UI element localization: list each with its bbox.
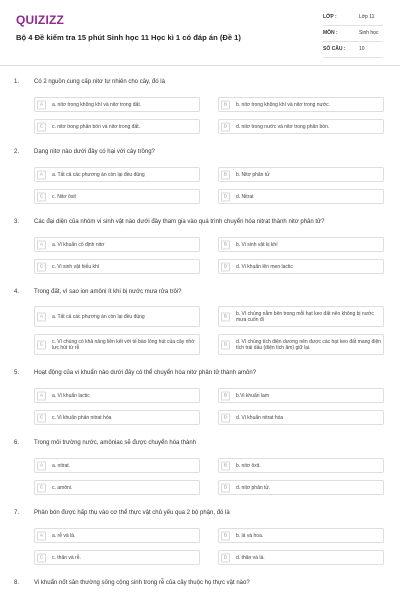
option-text: d. nitơ trong nước và nitơ trong phân bón. [236, 123, 330, 130]
option-b[interactable] [218, 167, 384, 182]
option-d[interactable] [218, 334, 384, 355]
divider [323, 25, 383, 26]
option-text: b. lá và hoa. [236, 532, 264, 539]
option-letter: D [221, 262, 230, 271]
option-text: a. nitrat. [52, 462, 71, 469]
option-letter: A [37, 170, 46, 179]
question-number: 5. [14, 370, 20, 376]
option-text: d. Vì chúng tích điện dương nên được các hạt keo đất mang điện tích trái dấu (điện tích âm) giữ lại. [236, 338, 382, 351]
quizizz-logo: QUIZIZZ [16, 13, 65, 27]
option-letter: D [221, 122, 230, 131]
meta-label: LỚP : [323, 14, 337, 20]
option-b[interactable] [218, 97, 384, 112]
option-d[interactable] [218, 550, 384, 565]
option-text: d. Vi khuẩn lên men lactic [236, 263, 293, 270]
option-letter: B [221, 312, 230, 321]
option-letter: A [37, 240, 46, 249]
divider [323, 41, 383, 42]
option-row [34, 550, 384, 565]
page-title: Bộ 4 Đề kiểm tra 15 phút Sinh học 11 Học kì 1 có đáp án (Đề 1) [16, 33, 241, 42]
option-text: d. thân và lá. [236, 554, 265, 561]
meta-label: SỐ CÂU : [323, 46, 346, 52]
option-text: c. Vi sinh vật hiếu khí [52, 263, 100, 270]
option-letter: C [37, 553, 46, 562]
option-text: c. Vì chúng có khả năng liên kết với tế bào lông hút của cây nhờ lực hút từ rễ [52, 338, 195, 351]
meta-label: MÔN : [323, 30, 338, 36]
question-number: 1. [14, 79, 20, 85]
option-text: c. nitơ trong phân bón và nitơ trong đất. [52, 123, 141, 130]
question-text: Dạng nitơ nào dưới đây có hại với cây trồng? [34, 149, 155, 155]
option-b[interactable] [218, 237, 384, 252]
option-letter: B [221, 170, 230, 179]
option-text: b.Vi khuẩn lam [236, 392, 269, 399]
option-letter: A [37, 312, 46, 321]
option-row [34, 410, 384, 425]
option-b[interactable] [218, 306, 384, 327]
option-letter: C [37, 192, 46, 201]
option-letter: B [221, 391, 230, 400]
option-c[interactable] [34, 259, 200, 274]
option-text: c. Nitơ ôxit [52, 193, 76, 200]
option-text: c. Vi khuẩn phản nitrat hóa [52, 414, 112, 421]
option-text: c. amôni. [52, 484, 73, 491]
question-number: 4. [14, 289, 20, 295]
option-c[interactable] [34, 334, 200, 355]
question-text: Phân bón được hấp thụ vào cơ thể thực vật chủ yếu qua 2 bộ phận, đó là [34, 510, 230, 516]
meta-value: Lớp 11 [359, 14, 375, 20]
option-text: a. Vi khuẩn cố định nitơ [52, 241, 105, 248]
option-row [34, 306, 384, 327]
option-row [34, 237, 384, 252]
question-text: Hoạt động của vi khuẩn nào dưới đây có thể chuyển hóa nitơ phân tử thành amôn? [34, 370, 257, 376]
page-header [0, 0, 400, 66]
option-b[interactable] [218, 458, 384, 473]
question-number: 8. [14, 580, 20, 586]
question-text: Trong môi trường nước, amôniac sẽ được chuyển hóa thành [34, 440, 197, 446]
option-letter: D [221, 192, 230, 201]
question-text: Có 2 nguồn cung cấp nitơ tự nhiên cho cây, đó là [34, 79, 165, 85]
option-d[interactable] [218, 410, 384, 425]
option-letter: A [37, 100, 46, 109]
option-text: d. Vi khuẩn nitrat hóa [236, 414, 284, 421]
option-a[interactable] [34, 306, 200, 327]
option-d[interactable] [218, 189, 384, 204]
option-text: a. Vi khuẩn lactic [52, 392, 90, 399]
option-row [34, 334, 384, 355]
option-a[interactable] [34, 97, 200, 112]
option-d[interactable] [218, 480, 384, 495]
question-number: 6. [14, 440, 20, 446]
option-text: c. thân và rễ. [52, 554, 81, 561]
option-row [34, 388, 384, 403]
option-letter: A [37, 461, 46, 470]
option-row [34, 480, 384, 495]
option-letter: B [221, 461, 230, 470]
option-row [34, 97, 384, 112]
question-number: 3. [14, 219, 20, 225]
option-c[interactable] [34, 410, 200, 425]
option-letter: A [37, 531, 46, 540]
option-text: d. nitơ phân tử. [236, 484, 271, 491]
option-a[interactable] [34, 237, 200, 252]
option-text: a. Tất cả các phương án còn lại đều đúng [52, 313, 145, 320]
option-row [34, 528, 384, 543]
option-text: b. nitơ trong không khí và nitơ trong nước. [236, 101, 331, 108]
option-text: b. Vi sinh vật kị khí [236, 241, 278, 248]
option-c[interactable] [34, 119, 200, 134]
option-letter: A [37, 391, 46, 400]
option-row [34, 458, 384, 473]
option-row [34, 119, 384, 134]
option-letter: B [221, 100, 230, 109]
option-b[interactable] [218, 528, 384, 543]
meta-value: Sinh học [359, 30, 379, 36]
option-text: a. Tất cả các phương án còn lại đều đúng [52, 171, 145, 178]
option-text: b. nitơ ôxit. [236, 462, 261, 469]
option-text: b. Nitơ phân tử [236, 171, 270, 178]
option-letter: C [37, 262, 46, 271]
option-row [34, 167, 384, 182]
option-c[interactable] [34, 550, 200, 565]
option-text: a. nitơ trong không khí và nitơ trong đất. [52, 101, 142, 108]
option-text: a. rễ và lá. [52, 532, 76, 539]
option-text: d. Nitrat [236, 193, 254, 200]
option-letter: D [221, 553, 230, 562]
question-text: Vi khuẩn nốt sần thường sống cộng sinh trong rễ của cây thuộc họ thực vật nào? [34, 580, 250, 586]
meta-value: 10 [359, 46, 365, 52]
option-row [34, 189, 384, 204]
option-c[interactable] [34, 189, 200, 204]
option-letter: C [37, 340, 46, 349]
option-letter: D [221, 340, 230, 349]
option-letter: C [37, 413, 46, 422]
option-c[interactable] [34, 480, 200, 495]
option-letter: D [221, 483, 230, 492]
question-text: Trong đất, vì sao ion amôni ít khi bị nước mưa rửa trôi? [34, 289, 182, 295]
option-letter: B [221, 240, 230, 249]
option-letter: C [37, 483, 46, 492]
option-d[interactable] [218, 259, 384, 274]
option-letter: B [221, 531, 230, 540]
option-a[interactable] [34, 458, 200, 473]
option-b[interactable] [218, 388, 384, 403]
question-number: 7. [14, 510, 20, 516]
option-a[interactable] [34, 528, 200, 543]
option-letter: D [221, 413, 230, 422]
option-a[interactable] [34, 167, 200, 182]
option-a[interactable] [34, 388, 200, 403]
question-text: Các đại diện của nhóm vi sinh vật nào dưới đây tham gia vào quá trình chuyển hóa nitrat thành nitơ phân tử? [34, 219, 325, 225]
option-letter: C [37, 122, 46, 131]
option-d[interactable] [218, 119, 384, 134]
question-number: 2. [14, 149, 20, 155]
divider [323, 57, 383, 58]
option-row [34, 259, 384, 274]
option-text: b. Vì chúng nằm bên trong mỗi hạt keo đất nên không bị nước mưa cuốn đi [236, 310, 374, 323]
